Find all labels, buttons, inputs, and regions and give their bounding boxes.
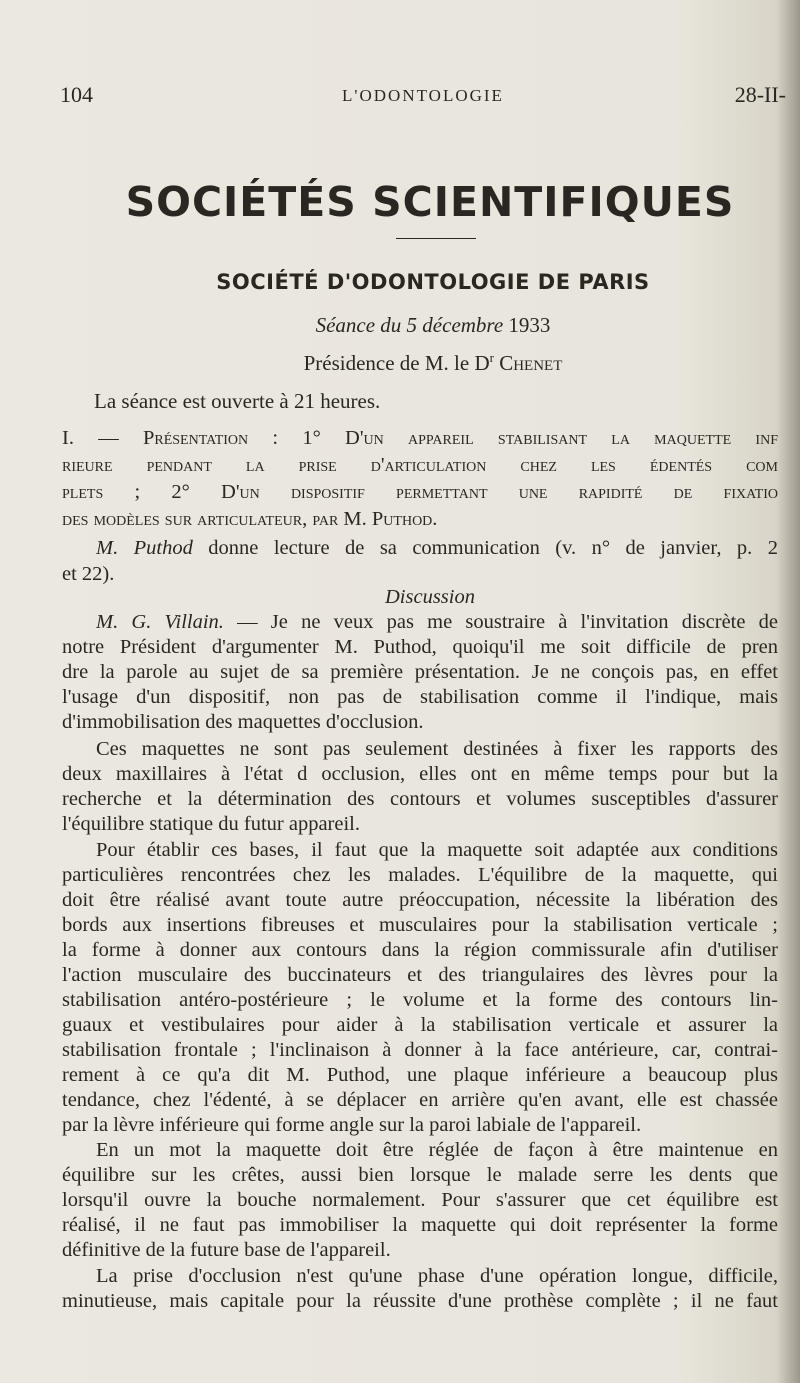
body-line: recherche et la détermination des contours et volumes susceptibles d'assurer — [62, 788, 778, 810]
body-line: deux maxillaires à l'état d occlusion, elles ont en même temps pour but la — [62, 763, 778, 785]
section-heading-line: des modèles sur articulateur, par M. Puthod. — [62, 508, 438, 530]
villain-text: — Je ne veux pas me soustraire à l'invitation discrète de — [223, 611, 778, 633]
body-line: l'usage d'un dispositif, non pas de stabilisation comme il l'indique, mais — [62, 686, 778, 708]
body-line: rement à ce qu'a dit M. Puthod, une plaque inférieure a beaucoup plus — [62, 1064, 778, 1086]
society-heading: SOCIÉTÉ D'ODONTOLOGIE DE PARIS — [216, 270, 650, 294]
villain-line — [96, 609, 778, 635]
session-label: Séance du 5 décembre — [315, 313, 504, 337]
discussion-label: Discussion — [385, 586, 475, 608]
body-line: En un mot la maquette doit être réglée de façon à être maintenue en — [96, 1139, 778, 1161]
body-line: stabilisation antéro-postérieure ; le volume et la forme des contours lin- — [62, 989, 778, 1011]
page-number: 104 — [60, 82, 93, 107]
section-heading-line: plets ; 2° D'un dispositif permettant une rapidité de fixatio — [62, 481, 778, 503]
lecture-text: donne lecture de sa communication (v. n° de janvier, p. 2 — [192, 537, 778, 559]
title-divider — [396, 238, 476, 239]
body-line: par la lèvre inférieure qui forme angle sur la paroi labiale de l'appareil. — [62, 1114, 642, 1136]
body-line: tendance, chez l'édenté, à se déplacer en arrière qu'en avant, elle est chassée — [62, 1089, 778, 1111]
page-title: SOCIÉTÉS SCIENTIFIQUES — [125, 178, 735, 226]
body-line: l'équilibre statique du futur appareil. — [62, 813, 361, 835]
body-line: guaux et vestibulaires pour aider à la stabilisation verticale et assurer la — [62, 1014, 778, 1036]
body-line: Pour établir ces bases, il faut que la maquette soit adaptée aux conditions — [96, 839, 778, 861]
body-line: stabilisation frontale ; l'inclinaison à donner à la face antérieure, car, contrai- — [62, 1039, 778, 1061]
body-line: définitive de la future base de l'appareil. — [62, 1239, 391, 1261]
section-heading-line: rieure pendant la prise d'articulation chez les édentés com — [62, 454, 778, 476]
speaker-name: M. G. Villain. — [96, 611, 224, 633]
body-line: Ces maquettes ne sont pas seulement destinées à fixer les rapports des — [96, 738, 778, 760]
presidence-line — [0, 350, 800, 376]
body-line: réalisé, il ne faut pas immobiliser la maquette qui doit représenter la forme — [62, 1214, 778, 1236]
body-line: dre la parole au sujet de sa première présentation. Je ne conçois pas, en effet — [62, 661, 778, 683]
lecture-name: M. Puthod — [96, 537, 193, 559]
body-line: doit être réalisé avant toute autre préoccupation, nécessite la libération des — [62, 889, 778, 911]
session-date — [0, 313, 800, 338]
body-line: particulières rencontrées chez les malades. L'équilibre de la maquette, qui — [62, 864, 778, 886]
body-line: d'immobilisation des maquettes d'occlusion. — [62, 711, 424, 733]
body-line: La prise d'occlusion n'est qu'une phase d'une opération longue, difficile, — [96, 1265, 778, 1287]
lecture-line — [96, 535, 778, 561]
issue-date: 28-II- — [734, 82, 786, 107]
body-line: l'action musculaire des buccinateurs et des triangulaires des lèvres pour la — [62, 964, 778, 986]
journal-name: L'ODONTOLOGIE — [342, 86, 504, 105]
session-year: 1933 — [508, 313, 551, 337]
presidence-prefix: Présidence de M. le D — [303, 351, 490, 375]
opening-line: La séance est ouverte à 21 heures. — [94, 389, 381, 413]
body-line: minutieuse, mais capitale pour la réussite d'une prothèse complète ; il ne faut — [62, 1290, 778, 1312]
running-header — [60, 82, 786, 112]
body-line: la forme à donner aux contours dans la région commissurale afin d'utiliser — [62, 939, 778, 961]
section-heading-line: I. — Présentation : 1° D'un appareil stabilisant la maquette inf — [62, 427, 778, 449]
body-line: notre Président d'argumenter M. Puthod, quoiqu'il me soit difficile de pren — [62, 636, 778, 658]
lecture-line: et 22). — [62, 563, 115, 585]
body-line: lorsqu'il ouvre la bouche normalement. Pour s'assurer que cet équilibre est — [62, 1189, 778, 1211]
presidence-sup: r — [489, 350, 494, 365]
body-line: bords aux insertions fibreuses et musculaires pour la stabilisation verticale ; — [62, 914, 778, 936]
body-line: équilibre sur les crêtes, aussi bien lorsque le malade serre les dents que — [62, 1164, 778, 1186]
president-name: Chenet — [499, 351, 563, 375]
